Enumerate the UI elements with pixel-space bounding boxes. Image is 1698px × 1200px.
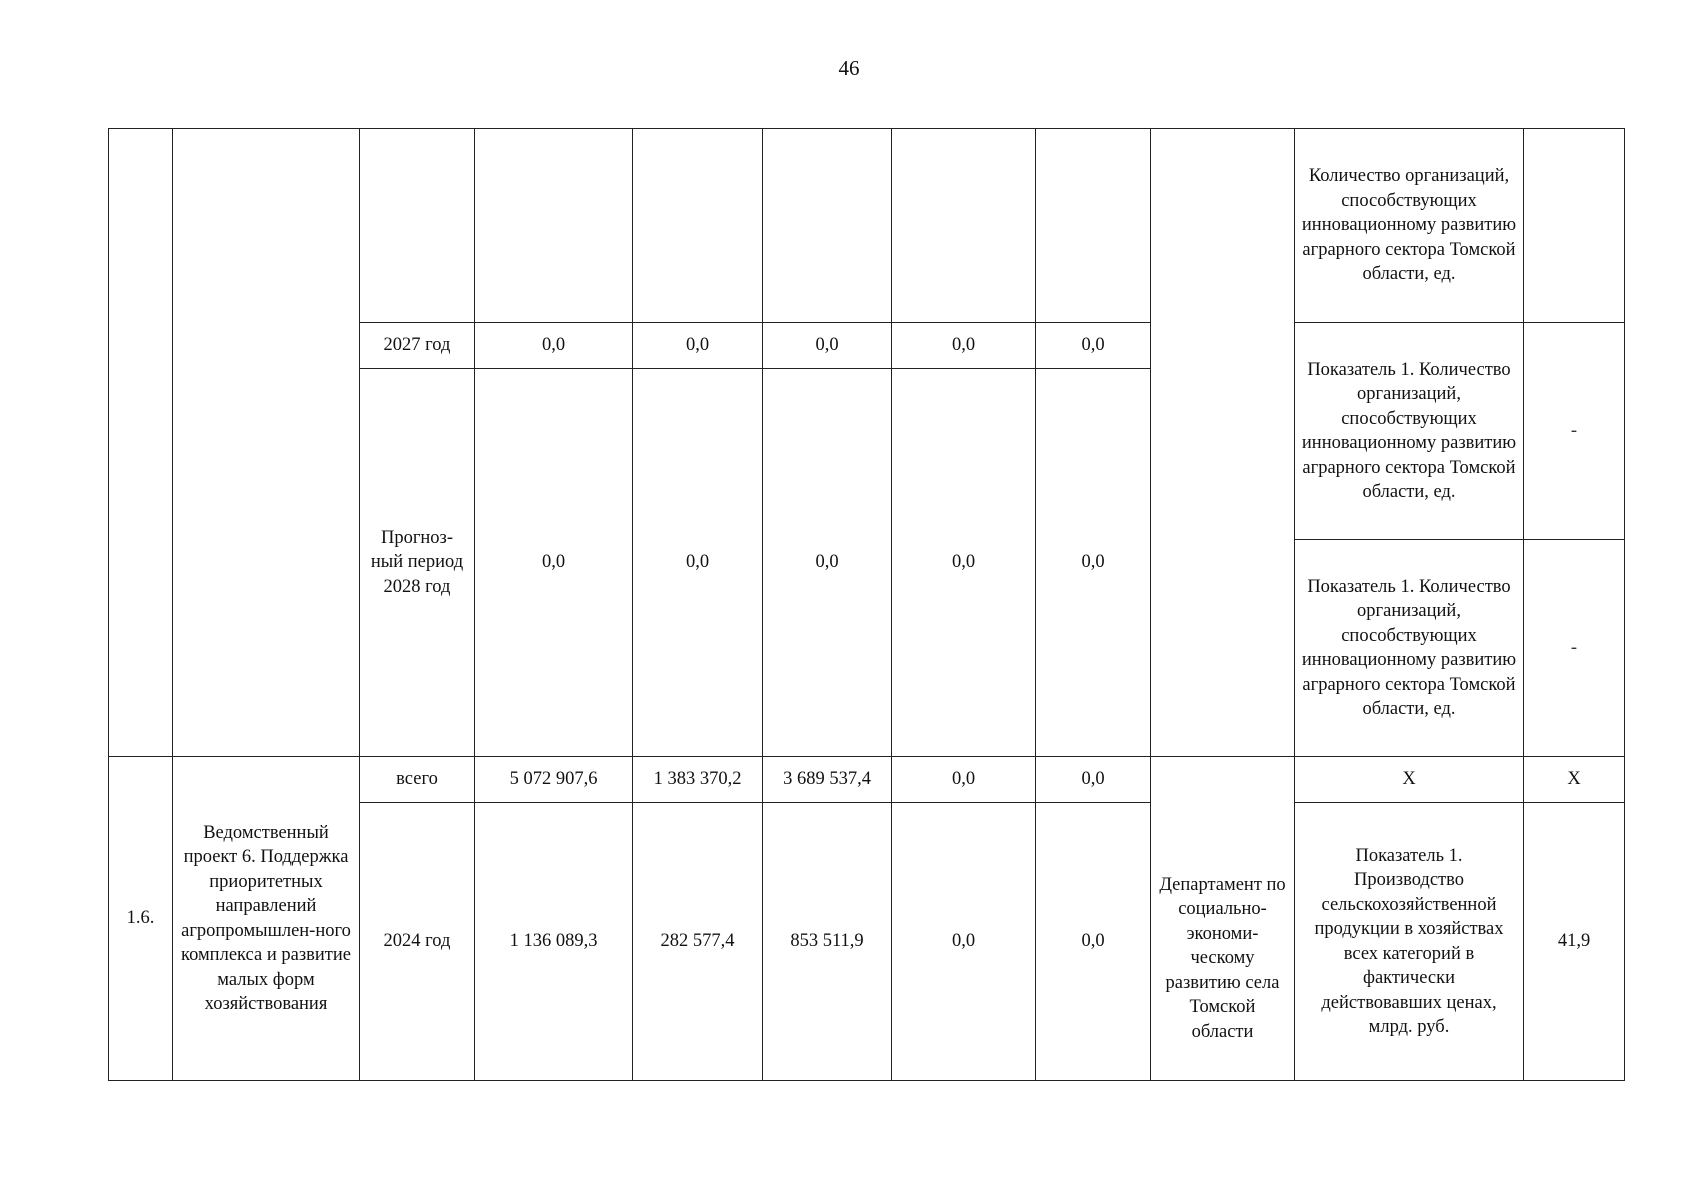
- indicator-cell: Показатель 1. Количество организаций, способствующих инновационному развитию аграрного сектора Томской области, ед.: [1295, 323, 1524, 540]
- value-cell-empty: [633, 129, 763, 323]
- project-name-cell: Ведомственный проект 6. Поддержка приоритетных направлений агропромышлен-ного комплекса и развитие малых форм хозяйствования: [173, 757, 360, 1081]
- indicator-cell: X: [1295, 757, 1524, 803]
- value-cell: 0,0: [892, 369, 1036, 757]
- value-cell-empty: [892, 129, 1036, 323]
- indicator-cell: Показатель 1. Количество организаций, способствующих инновационному развитию аграрного сектора Томской области, ед.: [1295, 540, 1524, 757]
- value-cell-empty: [1036, 129, 1151, 323]
- value-cell: 853 511,9: [763, 803, 892, 1081]
- name-cell-empty: [173, 129, 360, 757]
- value-cell: 0,0: [892, 323, 1036, 369]
- value-cell: 0,0: [892, 803, 1036, 1081]
- indicator-cell: Показатель 1. Производство сельскохозяйственной продукции в хозяйствах всех категорий в фактически действовавших ценах, млрд. руб.: [1295, 803, 1524, 1081]
- value-cell: 0,0: [1036, 803, 1151, 1081]
- indicator-cell: Количество организаций, способствующих инновационному развитию аграрного сектора Томской области, ед.: [1295, 129, 1524, 323]
- value-cell: 1 383 370,2: [633, 757, 763, 803]
- value-cell: 0,0: [633, 369, 763, 757]
- value-cell: 0,0: [1036, 757, 1151, 803]
- period-cell: Прогноз-ный период 2028 год: [360, 369, 475, 757]
- number-cell-empty: [109, 129, 173, 757]
- table-row: [109, 757, 1625, 803]
- value-cell: 0,0: [633, 323, 763, 369]
- target-cell-empty: [1524, 129, 1625, 323]
- period-cell: 2027 год: [360, 323, 475, 369]
- page-number: 46: [838, 56, 860, 80]
- value-cell: 0,0: [475, 323, 633, 369]
- period-cell: 2024 год: [360, 803, 475, 1081]
- period-cell-empty: [360, 129, 475, 323]
- value-cell: 1 136 089,3: [475, 803, 633, 1081]
- value-cell-empty: [475, 129, 633, 323]
- budget-table: [108, 128, 1625, 1081]
- value-cell: 0,0: [1036, 369, 1151, 757]
- target-cell: X: [1524, 757, 1625, 803]
- target-cell: -: [1524, 323, 1625, 540]
- target-cell: -: [1524, 540, 1625, 757]
- value-cell: 0,0: [475, 369, 633, 757]
- value-cell: 0,0: [1036, 323, 1151, 369]
- value-cell: 282 577,4: [633, 803, 763, 1081]
- table-row: [109, 129, 1625, 323]
- value-cell-empty: [763, 129, 892, 323]
- value-cell: 5 072 907,6: [475, 757, 633, 803]
- project-number-cell: 1.6.: [109, 757, 173, 1081]
- responsible-cell: Департамент по социально-экономи-ческому развитию села Томской области: [1151, 757, 1295, 1081]
- target-cell: 41,9: [1524, 803, 1625, 1081]
- period-cell: всего: [360, 757, 475, 803]
- value-cell: 3 689 537,4: [763, 757, 892, 803]
- responsible-cell-empty: [1151, 129, 1295, 757]
- value-cell: 0,0: [763, 323, 892, 369]
- value-cell: 0,0: [892, 757, 1036, 803]
- value-cell: 0,0: [763, 369, 892, 757]
